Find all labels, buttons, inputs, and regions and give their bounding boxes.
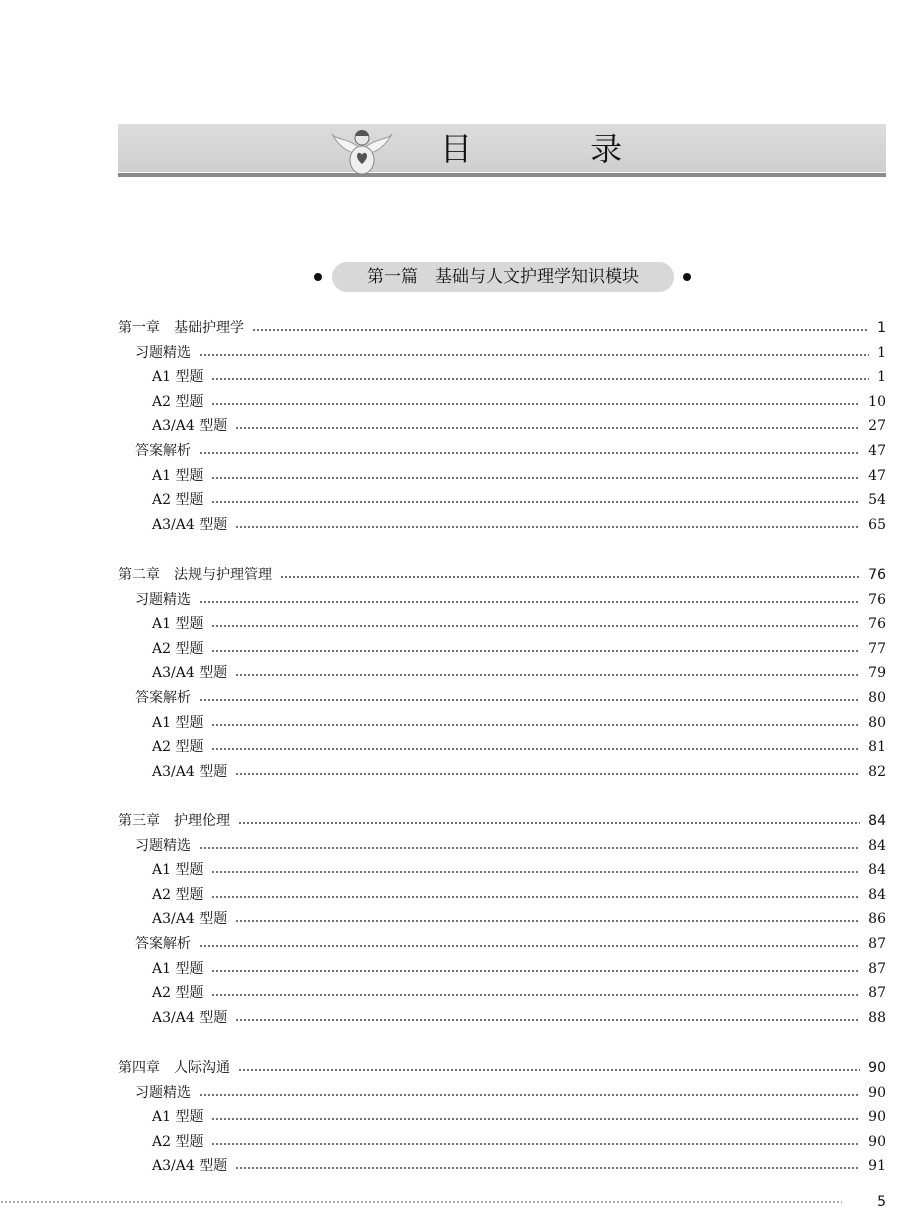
entry-page-number: 80 (868, 690, 886, 706)
entry-page-number: 79 (868, 665, 886, 682)
entry-page-number: 47 (868, 467, 886, 484)
subsection-entry[interactable] (152, 414, 886, 438)
subsection-entry[interactable] (152, 858, 886, 882)
entry-page-number: 84 (868, 886, 886, 903)
entry-page-number: 84 (868, 862, 886, 879)
entry-label: A3/A4 型题 (152, 1009, 228, 1026)
dot-leader (252, 329, 869, 331)
subsection-entry[interactable] (152, 464, 886, 488)
entry-page-number: 90 (868, 1084, 886, 1101)
dot-leader (211, 403, 860, 405)
dot-leader (235, 920, 860, 922)
dot-leader (211, 994, 860, 996)
entry-page-number: 1 (877, 369, 886, 386)
page-title: 目 录 (440, 130, 677, 168)
entry-label: A3/A4 型题 (152, 911, 228, 928)
section-entry[interactable] (135, 1081, 886, 1105)
subsection-entry[interactable] (152, 488, 886, 512)
entry-label: 第三章 护理伦理 (118, 813, 230, 829)
entry-label: 第一章 基础护理学 (118, 320, 244, 336)
dot-leader (199, 354, 869, 356)
entry-page-number: 84 (868, 813, 886, 829)
chapter-entry[interactable] (118, 1056, 886, 1080)
dot-leader (211, 1143, 860, 1145)
entry-page-number: 84 (868, 837, 886, 854)
subsection-entry[interactable] (152, 1105, 886, 1129)
entry-label: A1 型题 (152, 467, 204, 484)
subsection-entry[interactable] (152, 907, 886, 931)
subsection-entry[interactable] (152, 981, 886, 1005)
entry-page-number: 90 (868, 1109, 886, 1126)
dot-leader (199, 847, 860, 849)
subsection-entry[interactable] (152, 1130, 886, 1154)
section-entry[interactable] (135, 686, 886, 710)
entry-page-number: 90 (868, 1060, 886, 1076)
entry-label: 习题精选 (135, 591, 191, 608)
entry-label: A2 型题 (152, 1133, 204, 1150)
chapter-entry[interactable] (118, 316, 886, 340)
dot-leader (235, 674, 860, 676)
entry-page-number: 10 (868, 393, 886, 410)
entry-page-number: 76 (868, 567, 886, 583)
dot-leader (199, 601, 860, 603)
entry-page-number: 76 (868, 591, 886, 608)
entry-label: 习题精选 (135, 837, 191, 854)
dot-leader (238, 822, 860, 824)
entry-page-number: 81 (868, 739, 886, 756)
entry-page-number: 87 (868, 985, 886, 1002)
dot-leader (238, 1069, 860, 1071)
section-entry[interactable] (135, 834, 886, 858)
dot-leader (235, 427, 860, 429)
entry-label: 第四章 人际沟通 (118, 1060, 230, 1076)
dot-leader (235, 1019, 860, 1021)
dot-leader (211, 650, 860, 652)
entry-label: A2 型题 (152, 492, 204, 509)
dot-leader (211, 501, 860, 503)
entry-label: A3/A4 型题 (152, 418, 228, 435)
footer-rule (0, 1201, 842, 1203)
entry-label: A3/A4 型题 (152, 516, 228, 533)
subsection-entry[interactable] (152, 365, 886, 389)
entry-page-number: 80 (868, 714, 886, 731)
section-entry[interactable] (135, 588, 886, 612)
entry-page-number: 1 (877, 344, 886, 361)
dot-leader (235, 1167, 860, 1169)
dot-leader (211, 1118, 860, 1120)
subsection-entry[interactable] (152, 1154, 886, 1178)
entry-label: A1 型题 (152, 862, 204, 879)
entry-label: 第二章 法规与护理管理 (118, 567, 272, 583)
dot-leader (211, 378, 869, 380)
dot-leader (199, 699, 860, 701)
entry-page-number: 47 (868, 443, 886, 459)
entry-label: 答案解析 (135, 443, 191, 459)
entry-label: A1 型题 (152, 1109, 204, 1126)
dot-leader (280, 576, 860, 578)
entry-label: A2 型题 (152, 393, 204, 410)
subsection-entry[interactable] (152, 513, 886, 537)
entry-page-number: 1 (877, 320, 886, 336)
part-title: 第一篇 基础与人文护理学知识模块 (332, 262, 674, 292)
entry-label: A1 型题 (152, 960, 204, 977)
dot-leader (211, 477, 860, 479)
dot-leader (211, 625, 860, 627)
entry-label: 答案解析 (135, 690, 191, 706)
entry-page-number: 91 (868, 1158, 886, 1175)
section-entry[interactable] (135, 932, 886, 956)
chapter-entry[interactable] (118, 563, 886, 587)
dot-leader (235, 773, 860, 775)
entry-label: A2 型题 (152, 640, 204, 657)
subsection-entry[interactable] (152, 661, 886, 685)
subsection-entry[interactable] (152, 637, 886, 661)
subsection-entry[interactable] (152, 1006, 886, 1030)
entry-label: A2 型题 (152, 739, 204, 756)
chapter-entry[interactable] (118, 809, 886, 833)
subsection-entry[interactable] (152, 612, 886, 636)
entry-page-number: 86 (868, 911, 886, 928)
dot-leader (199, 1094, 860, 1096)
entry-page-number: 88 (868, 1009, 886, 1026)
entry-label: A3/A4 型题 (152, 763, 228, 780)
entry-label: A1 型题 (152, 616, 204, 633)
entry-page-number: 65 (868, 516, 886, 533)
entry-page-number: 54 (868, 492, 886, 509)
dot-leader (211, 871, 860, 873)
entry-label: A2 型题 (152, 985, 204, 1002)
subsection-entry[interactable] (152, 735, 886, 759)
entry-label: 习题精选 (135, 344, 191, 361)
entry-page-number: 77 (868, 640, 886, 657)
dot-leader (211, 748, 860, 750)
subsection-entry[interactable] (152, 760, 886, 784)
subsection-entry[interactable] (152, 957, 886, 981)
dot-leader (199, 945, 860, 947)
subsection-entry[interactable] (152, 711, 886, 735)
dot-leader (199, 452, 860, 454)
dot-leader (211, 970, 860, 972)
entry-label: A1 型题 (152, 369, 204, 386)
entry-label: 答案解析 (135, 936, 191, 952)
entry-label: A3/A4 型题 (152, 665, 228, 682)
entry-page-number: 90 (868, 1133, 886, 1150)
entry-label: A1 型题 (152, 714, 204, 731)
entry-page-number: 76 (868, 616, 886, 633)
entry-label: 习题精选 (135, 1084, 191, 1101)
entry-label: A3/A4 型题 (152, 1158, 228, 1175)
subsection-entry[interactable] (152, 883, 886, 907)
footer-page-number: 5 (877, 1194, 886, 1210)
entry-label: A2 型题 (152, 886, 204, 903)
entry-page-number: 82 (868, 763, 886, 780)
entry-page-number: 87 (868, 960, 886, 977)
dot-leader (211, 896, 860, 898)
dot-leader (211, 724, 860, 726)
dot-leader (235, 526, 860, 528)
entry-page-number: 27 (868, 418, 886, 435)
subsection-entry[interactable] (152, 390, 886, 414)
section-entry[interactable] (135, 341, 886, 365)
section-entry[interactable] (135, 439, 886, 463)
entry-page-number: 87 (868, 936, 886, 952)
